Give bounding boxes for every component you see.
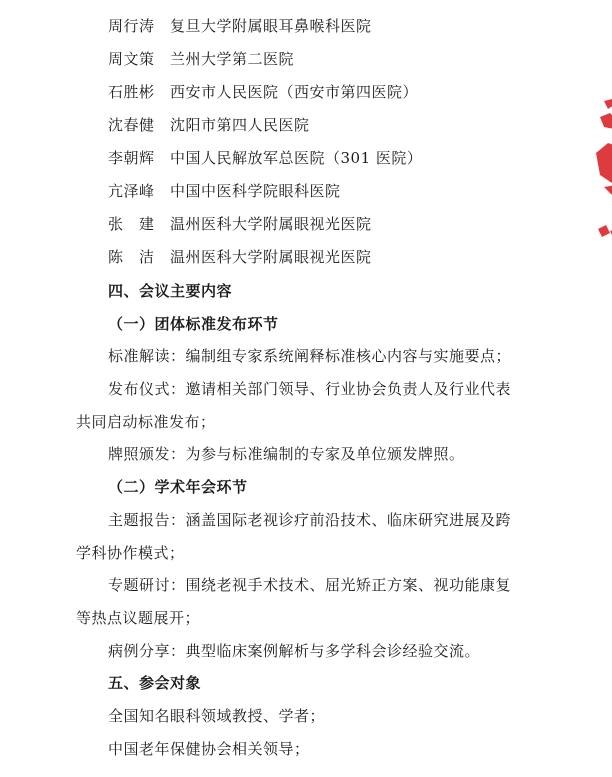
expert-org: 温州医科大学附属眼视光医院 [170, 215, 372, 233]
subsection-heading: （一）团体标准发布环节 [108, 315, 279, 333]
expert-org: 西安市人民医院（西安市第四医院） [170, 83, 419, 101]
expert-org: 沈阳市第四人民医院 [170, 116, 310, 134]
section-heading: 四、会议主要内容 [108, 282, 233, 300]
paragraph-continuation: 学科协作模式； [76, 544, 185, 562]
expert-name: 张 建 [108, 215, 155, 233]
section-heading: 五、参会对象 [108, 674, 202, 692]
expert-org: 中国人民解放军总医院（301 医院） [170, 149, 423, 167]
expert-row [108, 115, 310, 135]
expert-row [108, 181, 341, 201]
expert-org: 兰州大学第二医院 [170, 50, 295, 68]
expert-row [108, 247, 372, 267]
paragraph-continuation: 等热点议题展开； [76, 609, 201, 627]
paragraph: 病例分享：典型临床案例解析与多学科会诊经验交流。 [108, 642, 481, 660]
paragraph: 全国知名眼科领域教授、学者； [108, 707, 326, 725]
seal-fragment [596, 143, 612, 183]
expert-name: 周文策 [108, 50, 155, 68]
paragraph-continuation: 共同启动标准发布； [76, 413, 216, 431]
seal-fragment [604, 99, 612, 109]
expert-row [108, 49, 294, 69]
paragraph: 中国老年保健协会相关领导； [108, 740, 310, 758]
seal-fragment [598, 225, 610, 237]
paragraph: 专题研讨：围绕老视手术技术、屈光矫正方案、视功能康复 [108, 576, 512, 594]
expert-row [108, 214, 372, 234]
subsection-heading: （二）学术年会环节 [108, 478, 248, 496]
expert-name: 李朝辉 [108, 149, 155, 167]
expert-org: 复旦大学附属眼耳鼻喉科医院 [170, 17, 372, 35]
expert-row [108, 16, 372, 36]
seal-stamp-icon [590, 95, 612, 245]
paragraph: 主题报告：涵盖国际老视诊疗前沿技术、临床研究进展及跨 [108, 511, 512, 529]
seal-fragment [600, 113, 612, 129]
expert-name: 陈 洁 [108, 248, 155, 266]
expert-name: 亢泽峰 [108, 182, 155, 200]
expert-org: 温州医科大学附属眼视光医院 [170, 248, 372, 266]
expert-name: 石胜彬 [108, 83, 155, 101]
expert-name: 周行涛 [108, 17, 155, 35]
paragraph: 牌照颁发：为参与标准编制的专家及单位颁发牌照。 [108, 445, 465, 463]
seal-fragment [604, 185, 612, 195]
expert-row [108, 148, 422, 168]
paragraph: 标准解读：编制组专家系统阐释标准核心内容与实施要点； [108, 347, 512, 365]
expert-org: 中国中医科学院眼科医院 [170, 182, 341, 200]
paragraph: 发布仪式：邀请相关部门领导、行业协会负责人及行业代表 [108, 380, 512, 398]
expert-name: 沈春健 [108, 116, 155, 134]
official-seal [590, 95, 612, 245]
expert-row [108, 82, 418, 102]
